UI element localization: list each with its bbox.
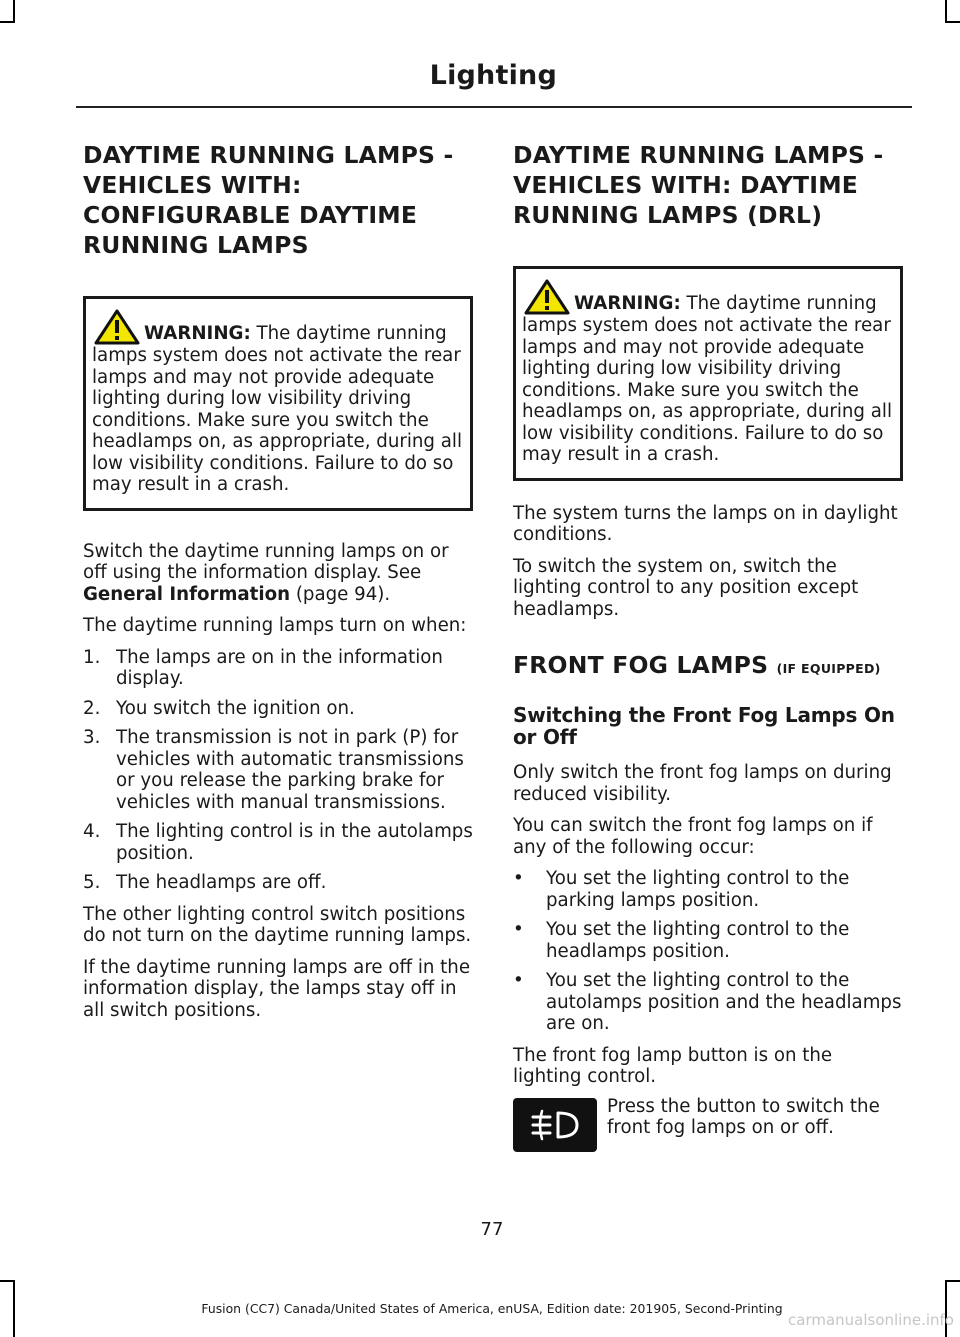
list-item bbox=[513, 919, 903, 962]
list-number: 4. bbox=[83, 821, 101, 842]
list-item bbox=[83, 727, 473, 813]
paragraph: The system turns the lamps on in daylight conditions. bbox=[513, 502, 898, 545]
crop-mark bbox=[945, 1280, 960, 1282]
page-number: 77 bbox=[480, 1219, 504, 1240]
section-heading: DAYTIME RUNNING LAMPS - VEHICLES WITH: CONFIGURABLE DAYTIME RUNNING LAMPS bbox=[83, 141, 454, 259]
fog-lamp-button-icon bbox=[513, 1098, 597, 1152]
list-item-text: You set the lighting control to the parking lamps position. bbox=[546, 868, 850, 911]
paragraph: The daytime running lamps turn on when: bbox=[83, 615, 467, 636]
list-item-text: You set the lighting control to the autolamps position and the headlamps are on. bbox=[546, 970, 902, 1034]
list-item bbox=[83, 647, 473, 690]
list-item bbox=[83, 872, 473, 894]
left-column bbox=[83, 140, 473, 1031]
warning-text: The daytime running lamps system does not activate the rear lamps and may not provide adequate lighting during low visibility driving conditions. Make sure you switch the headlamps on, as appropriate, during all low visibility conditions. Failure to do so may result in a crash. bbox=[92, 323, 462, 495]
list-item-text: The lighting control is in the autolamps position. bbox=[116, 821, 473, 864]
list-item-text: You set the lighting control to the headlamps position. bbox=[546, 919, 850, 962]
warning-box bbox=[513, 266, 903, 481]
paragraph: The front fog lamp button is on the lighting control. bbox=[513, 1044, 833, 1087]
list-item-text: You switch the ignition on. bbox=[116, 697, 355, 719]
fog-button-row bbox=[513, 1095, 903, 1152]
list-number: 2. bbox=[83, 697, 101, 719]
fog-heading-suffix: (IF EQUIPPED) bbox=[776, 661, 881, 676]
list-item-text: The headlamps are off. bbox=[116, 872, 327, 893]
list-item bbox=[83, 698, 473, 720]
list-item bbox=[513, 868, 903, 911]
paragraph: You can switch the front fog lamps on if any of the following occur: bbox=[513, 815, 873, 858]
paragraph: If the daytime running lamps are off in the information display, the lamps stay off in all switch positions. bbox=[83, 956, 471, 1021]
warning-label: WARNING: bbox=[574, 293, 681, 314]
page-reference: (page 94). bbox=[290, 583, 391, 605]
list-number: 5. bbox=[83, 872, 101, 893]
bullet: • bbox=[513, 868, 524, 889]
subsection-heading: Switching the Front Fog Lamps On or Off bbox=[513, 703, 895, 749]
warning-triangle-icon bbox=[94, 309, 140, 345]
list-item-text: The lamps are on in the information display. bbox=[116, 646, 443, 689]
page-footer: Fusion (CC7) Canada/United States of America, enUSA, Edition date: 201905, Second-Printing bbox=[201, 1301, 783, 1316]
paragraph: To switch the system on, switch the lighting control to any position except headlamps. bbox=[513, 555, 859, 620]
numbered-list bbox=[83, 647, 473, 894]
list-number: 3. bbox=[83, 727, 101, 748]
list-item-text: The transmission is not in park (P) for vehicles with automatic transmissions or you release the parking brake for vehicles with manual transmissions. bbox=[116, 727, 464, 813]
list-number: 1. bbox=[83, 646, 101, 668]
right-column bbox=[513, 140, 903, 1152]
list-item bbox=[83, 821, 473, 864]
header-divider bbox=[76, 106, 912, 108]
crop-mark bbox=[945, 0, 947, 23]
cross-reference-link[interactable]: General Information bbox=[83, 583, 291, 605]
section-heading bbox=[513, 650, 903, 684]
button-caption: Press the button to switch the front fog lamps on or off. bbox=[607, 1095, 880, 1138]
warning-triangle-icon bbox=[524, 279, 570, 315]
paragraph bbox=[83, 541, 473, 606]
paragraph: The other lighting control switch positions do not turn on the daytime running lamps. bbox=[83, 903, 472, 946]
watermark: carmanualsonline.info bbox=[788, 1311, 954, 1329]
crop-mark bbox=[0, 21, 15, 23]
paragraph: Only switch the front fog lamps on during reduced visibility. bbox=[513, 762, 892, 805]
crop-mark bbox=[13, 0, 15, 23]
list-item bbox=[513, 970, 903, 1035]
bullet-list bbox=[513, 868, 903, 1035]
bullet: • bbox=[513, 919, 524, 940]
crop-mark bbox=[945, 21, 960, 23]
paragraph-text: Switch the daytime running lamps on or off using the information display. See bbox=[83, 540, 449, 583]
warning-label: WARNING: bbox=[144, 323, 251, 344]
section-heading: DAYTIME RUNNING LAMPS - VEHICLES WITH: DAYTIME RUNNING LAMPS (DRL) bbox=[513, 141, 884, 229]
warning-box bbox=[83, 296, 473, 511]
bullet: • bbox=[513, 970, 524, 991]
fog-heading-text: FRONT FOG LAMPS bbox=[513, 651, 777, 679]
crop-mark bbox=[0, 1280, 15, 1282]
front-fog-lamp-icon bbox=[525, 1105, 585, 1145]
warning-text: The daytime running lamps system does not activate the rear lamps and may not provide adequate lighting during low visibility driving conditions. Make sure you switch the headlamps on, as appropriate, during all low visibility conditions. Failure to do so may result in a crash. bbox=[522, 293, 892, 465]
page-section-title: Lighting bbox=[429, 60, 557, 91]
